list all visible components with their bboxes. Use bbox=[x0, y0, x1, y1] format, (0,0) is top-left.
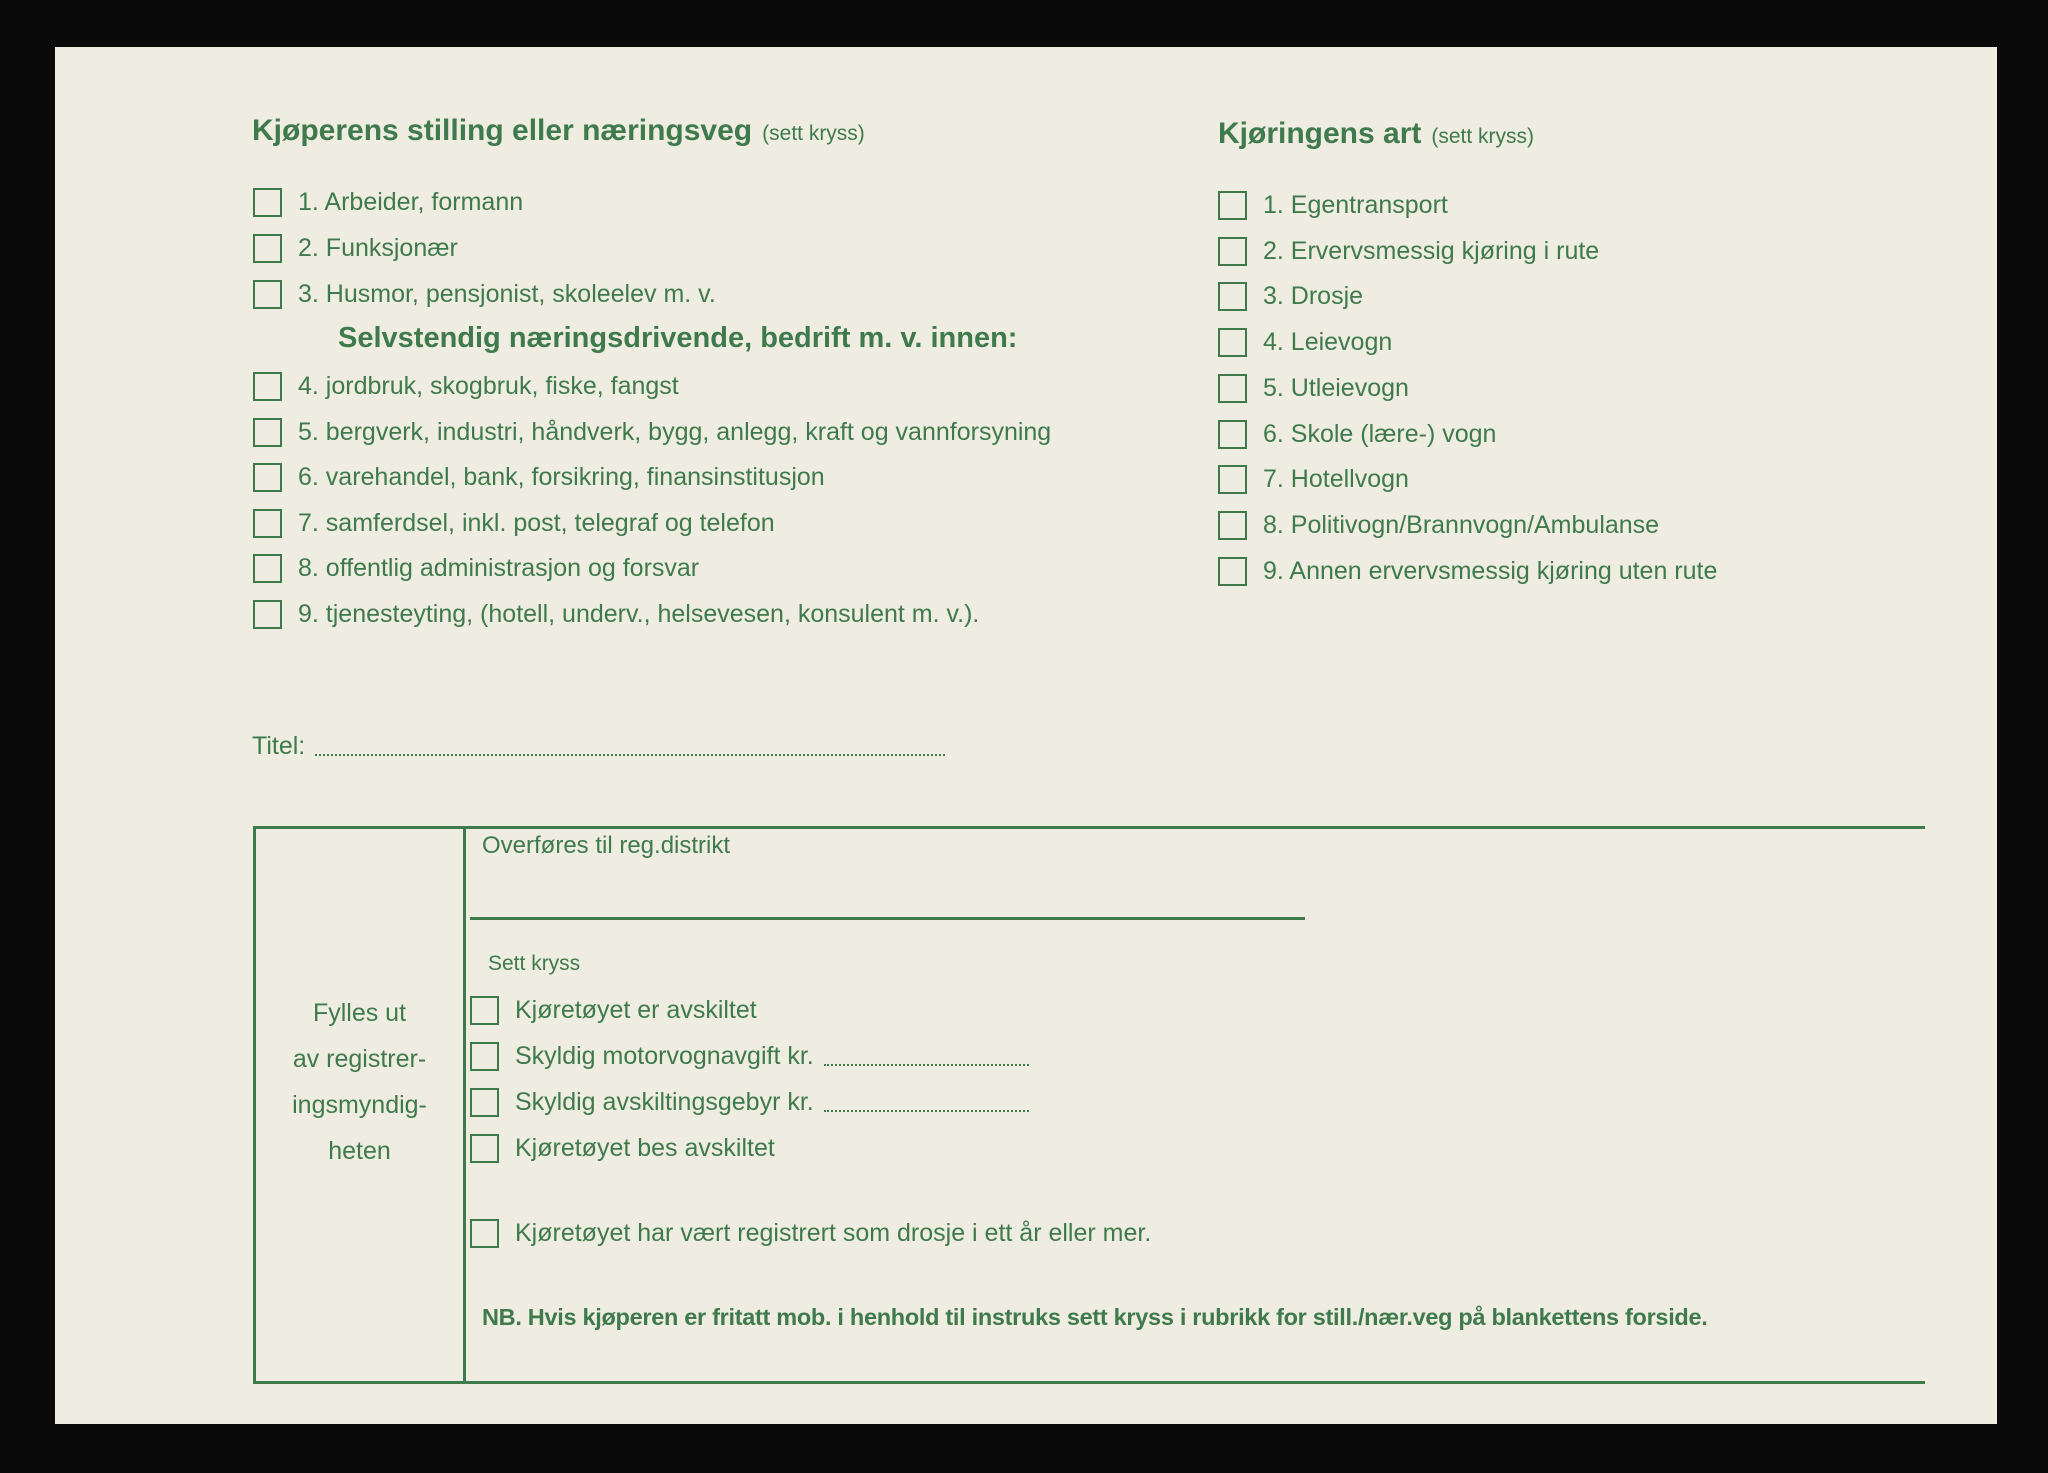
checkbox[interactable] bbox=[253, 509, 282, 538]
checkbox[interactable] bbox=[1218, 465, 1247, 494]
checkbox[interactable] bbox=[1218, 420, 1247, 449]
checkbox[interactable] bbox=[253, 280, 282, 309]
request-deregistration-option[interactable] bbox=[470, 1134, 775, 1163]
driving-option-1[interactable] bbox=[1218, 191, 1448, 220]
checkbox[interactable] bbox=[253, 372, 282, 401]
checkbox[interactable] bbox=[470, 1219, 499, 1248]
option-label: 1. Egentransport bbox=[1263, 191, 1448, 219]
occupation-option-8[interactable] bbox=[253, 554, 699, 583]
driving-option-6[interactable] bbox=[1218, 420, 1496, 449]
checkbox[interactable] bbox=[253, 188, 282, 217]
checkbox[interactable] bbox=[1218, 511, 1247, 540]
title-input-line[interactable] bbox=[315, 738, 945, 756]
checkbox[interactable] bbox=[1218, 282, 1247, 311]
title-label: Titel: bbox=[252, 732, 306, 760]
option-label: 8. offentlig administrasjon og forsvar bbox=[298, 554, 700, 582]
occupation-option-4[interactable] bbox=[253, 372, 679, 401]
option-label: 4. Leievogn bbox=[1263, 328, 1393, 356]
option-label: 9. Annen ervervsmessig kjøring uten rute bbox=[1263, 557, 1718, 585]
option-label: 3. Drosje bbox=[1263, 282, 1364, 310]
option-label: 3. Husmor, pensjonist, skoleelev m. v. bbox=[298, 280, 716, 308]
checkbox[interactable] bbox=[470, 1134, 499, 1163]
checkbox[interactable] bbox=[253, 463, 282, 492]
occupation-option-7[interactable] bbox=[253, 509, 775, 538]
option-label: 6. varehandel, bank, forsikring, finansinstitusjon bbox=[298, 463, 825, 491]
option-label: 9. tjenesteyting, (hotell, underv., helsevesen, konsulent m. v.). bbox=[298, 600, 980, 628]
occupation-option-5[interactable] bbox=[253, 418, 1051, 447]
driving-option-7[interactable] bbox=[1218, 465, 1409, 494]
box-bottom-border bbox=[253, 1381, 1925, 1384]
motor-tax-amount-line[interactable] bbox=[824, 1048, 1029, 1066]
checkbox[interactable] bbox=[253, 234, 282, 263]
title-field[interactable] bbox=[252, 732, 945, 761]
option-label: 1. Arbeider, formann bbox=[298, 188, 524, 216]
occupation-option-3[interactable] bbox=[253, 280, 716, 309]
option-label: 5. bergverk, industri, håndverk, bygg, anlegg, kraft og vannforsyning bbox=[298, 418, 1052, 446]
occupation-option-6[interactable] bbox=[253, 463, 825, 492]
option-label: Kjøretøyet har vært registrert som drosje i ett år eller mer. bbox=[515, 1219, 1152, 1247]
checkbox[interactable] bbox=[1218, 328, 1247, 357]
checkbox[interactable] bbox=[253, 418, 282, 447]
option-label: Kjøretøyet er avskiltet bbox=[515, 996, 757, 1024]
registration-authority-label: Fylles ut av registrer- ingsmyndig- heten bbox=[292, 999, 427, 1165]
checkbox[interactable] bbox=[1218, 557, 1247, 586]
option-label: 5. Utleievogn bbox=[1263, 374, 1409, 402]
taxi-registered-option[interactable] bbox=[470, 1219, 1151, 1248]
option-label: Kjøretøyet bes avskiltet bbox=[515, 1134, 775, 1162]
motor-tax-owed-option[interactable] bbox=[470, 1042, 1029, 1071]
driving-option-3[interactable] bbox=[1218, 282, 1363, 311]
checkbox[interactable] bbox=[470, 1088, 499, 1117]
driving-option-5[interactable] bbox=[1218, 374, 1409, 403]
option-label: 7. Hotellvogn bbox=[1263, 465, 1409, 493]
checkbox[interactable] bbox=[1218, 374, 1247, 403]
transfer-district-label: Overføres til reg.distrikt bbox=[482, 832, 731, 859]
option-label: 2. Ervervsmessig kjøring i rute bbox=[1263, 237, 1600, 265]
option-label: Skyldig avskiltingsgebyr kr. bbox=[515, 1088, 814, 1116]
occupation-option-9[interactable] bbox=[253, 600, 979, 629]
sett-kryss-label: Sett kryss bbox=[488, 952, 581, 975]
option-label: Skyldig motorvognavgift kr. bbox=[515, 1042, 814, 1070]
checkbox[interactable] bbox=[1218, 237, 1247, 266]
checkbox[interactable] bbox=[470, 996, 499, 1025]
driving-option-4[interactable] bbox=[1218, 328, 1392, 357]
driving-option-9[interactable] bbox=[1218, 557, 1717, 586]
checkbox[interactable] bbox=[253, 554, 282, 583]
option-label: 4. jordbruk, skogbruk, fiske, fangst bbox=[298, 372, 679, 400]
option-label: 2. Funksjonær bbox=[298, 234, 458, 262]
deregistered-option[interactable] bbox=[470, 996, 757, 1025]
option-label: 6. Skole (lære-) vogn bbox=[1263, 420, 1497, 448]
option-label: 7. samferdsel, inkl. post, telegraf og telefon bbox=[298, 509, 775, 537]
driving-type-heading: Kjøringens art (sett kryss) bbox=[1218, 117, 1535, 150]
transfer-district-line[interactable] bbox=[470, 917, 1305, 920]
driving-option-8[interactable] bbox=[1218, 511, 1659, 540]
self-employed-subheading: Selvstendig næringsdrivende, bedrift m. v. innen: bbox=[338, 322, 1018, 354]
occupation-option-2[interactable] bbox=[253, 234, 458, 263]
nb-note: NB. Hvis kjøperen er fritatt mob. i henhold til instruks sett kryss i rubrikk for still./nær.veg på blankettens forside. bbox=[482, 1304, 1708, 1330]
driving-option-2[interactable] bbox=[1218, 237, 1599, 266]
option-label: 8. Politivogn/Brannvogn/Ambulanse bbox=[1263, 511, 1660, 539]
box-divider bbox=[463, 826, 466, 1384]
checkbox[interactable] bbox=[470, 1042, 499, 1071]
deregistration-fee-owed-option[interactable] bbox=[470, 1088, 1029, 1117]
buyer-occupation-heading: Kjøperens stilling eller næringsveg (sett kryss) bbox=[252, 114, 865, 147]
box-top-border bbox=[253, 826, 1925, 829]
checkbox[interactable] bbox=[1218, 191, 1247, 220]
occupation-option-1[interactable] bbox=[253, 188, 523, 217]
fee-amount-line[interactable] bbox=[824, 1094, 1029, 1112]
checkbox[interactable] bbox=[253, 600, 282, 629]
